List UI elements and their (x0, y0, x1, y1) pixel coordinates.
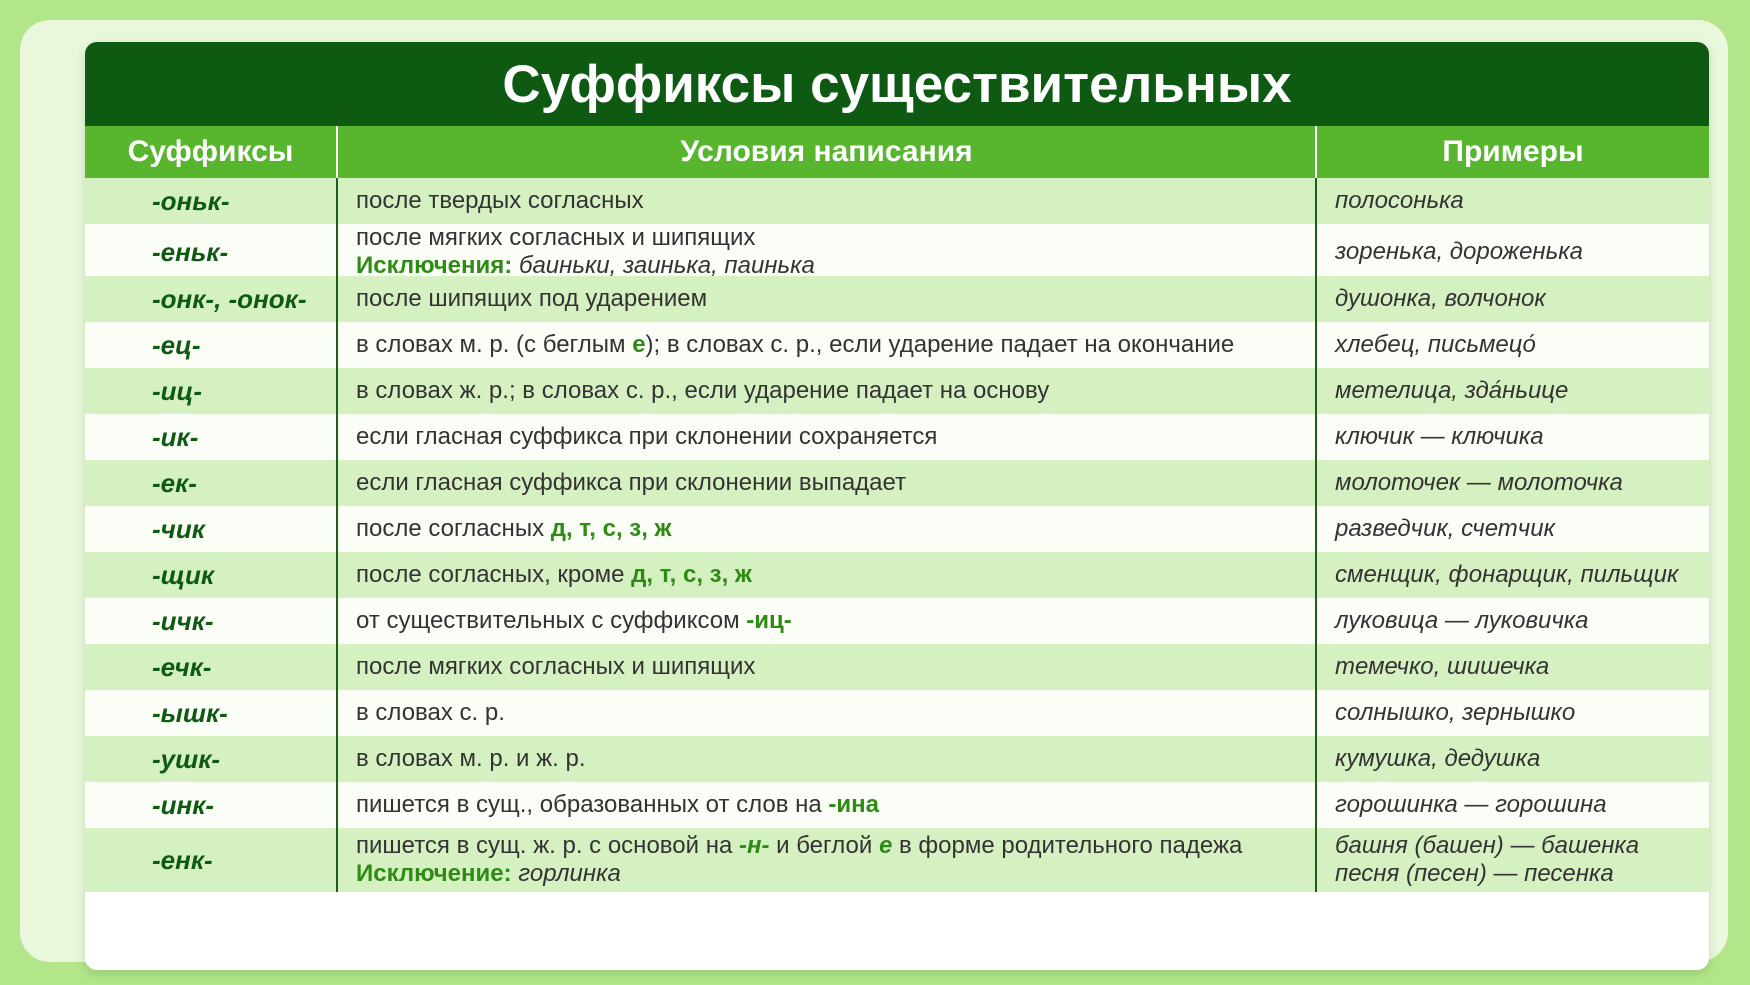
condition-part: в форме родительного падежа (892, 832, 1243, 859)
condition-cell (338, 552, 1315, 598)
example-text: разведчик, счетчик (1335, 515, 1555, 542)
table-row (85, 276, 1709, 322)
table-row (85, 598, 1709, 644)
suffix-cell: -инк- (152, 789, 215, 820)
example-text: полосонька (1335, 187, 1464, 214)
table-row (85, 224, 1709, 279)
header-suffixes: Суффиксы (127, 135, 294, 168)
table-row (85, 414, 1709, 460)
suffix-cell: -ек- (152, 467, 197, 498)
exception-line (356, 860, 1315, 888)
table-row (85, 736, 1709, 782)
condition-text (356, 561, 1315, 589)
condition-cell (338, 224, 1315, 280)
condition-text: после твердых согласных (356, 187, 644, 214)
example-cell (1317, 506, 1709, 552)
condition-highlight: -н- (738, 832, 770, 859)
suffix-cell: -ичк- (152, 605, 214, 636)
table-body (85, 178, 1709, 892)
condition-part: после согласных, кроме (356, 561, 632, 588)
condition-cell (338, 828, 1315, 892)
condition-text: после мягких согласных и шипящих (356, 224, 756, 251)
suffix-cell: -енк- (152, 844, 213, 875)
condition-part: после согласных (356, 515, 551, 542)
table-row (85, 552, 1709, 598)
condition-part: и беглой (769, 832, 879, 859)
condition-part: ); в словах с. р., если ударение падает на окончание (645, 331, 1235, 358)
example-cell (1317, 460, 1709, 506)
example-cell (1317, 782, 1709, 828)
example-cell (1317, 178, 1709, 224)
example-cell (1317, 224, 1709, 280)
suffix-table-card (85, 42, 1709, 970)
condition-highlight: е (878, 832, 893, 859)
header-conditions: Условия написания (680, 135, 973, 168)
table-header (85, 126, 1709, 178)
example-cell (1317, 690, 1709, 736)
example-text: луковица — луковичка (1335, 607, 1589, 634)
example-text: горошинка — горошина (1335, 791, 1607, 818)
example-text: ключик — ключика (1335, 423, 1544, 450)
condition-cell (338, 414, 1315, 460)
condition-text (356, 515, 1315, 543)
condition-text: после шипящих под ударением (356, 285, 708, 312)
example-cell (1317, 828, 1709, 892)
example-text: сменщик, фонарщик, пильщик (1335, 561, 1679, 588)
suffix-cell: -ышк- (152, 697, 228, 728)
example-text: кумушка, дедушка (1335, 745, 1541, 772)
exception-text: баиньки, заинька, паинька (518, 252, 815, 279)
example-text: темечко, шишечка (1335, 653, 1550, 680)
example-text: молоточек — молоточка (1335, 469, 1623, 496)
condition-highlight: д, т, с, з, ж (550, 515, 672, 542)
example-cell (1317, 736, 1709, 782)
condition-cell (338, 736, 1315, 782)
condition-highlight: -иц- (746, 607, 792, 634)
condition-text: если гласная суффикса при склонении сохраняется (356, 423, 938, 450)
condition-cell (338, 178, 1315, 224)
condition-highlight: е (632, 331, 646, 358)
condition-part: пишется в сущ. ж. р. с основой на (356, 832, 739, 859)
suffix-cell: -еньк- (152, 236, 229, 267)
condition-cell (338, 690, 1315, 736)
condition-highlight: д, т, с, з, ж (631, 561, 752, 588)
condition-cell (338, 460, 1315, 506)
condition-cell (338, 276, 1315, 322)
condition-text: в словах ж. р.; в словах с. р., если ударение падает на основу (356, 377, 1050, 404)
table-row (85, 322, 1709, 368)
condition-cell (338, 644, 1315, 690)
condition-part: в словах м. р. (с беглым (356, 331, 633, 358)
example-cell (1317, 644, 1709, 690)
suffix-cell: -ушк- (152, 743, 221, 774)
background-frame (20, 20, 1728, 962)
table-row (85, 690, 1709, 736)
suffix-cell: -онк-, -онок- (152, 283, 307, 314)
example-cell (1317, 276, 1709, 322)
suffix-cell: -щик (152, 559, 215, 590)
example-text: зоренька, дороженька (1335, 238, 1583, 265)
table-row (85, 644, 1709, 690)
table-row (85, 782, 1709, 828)
condition-text (356, 791, 1315, 819)
page-title: Суффиксы существительных (85, 42, 1709, 126)
example-text: песня (песен) — песенка (1335, 860, 1614, 887)
condition-text (356, 607, 1315, 635)
suffix-cell: -оньк- (152, 185, 230, 216)
table-row (85, 368, 1709, 414)
example-text: хлебец, письмецо́ (1335, 331, 1536, 358)
condition-text (356, 331, 1315, 359)
condition-cell (338, 368, 1315, 414)
table-row (85, 828, 1709, 892)
condition-highlight: -ина (828, 791, 879, 818)
condition-text: после мягких согласных и шипящих (356, 653, 756, 680)
condition-cell (338, 322, 1315, 368)
condition-text (356, 832, 1315, 860)
suffix-cell: -чик (152, 513, 205, 544)
example-text: метелица, зда́ньице (1335, 377, 1569, 404)
example-cell (1317, 552, 1709, 598)
example-cell (1317, 368, 1709, 414)
suffix-cell: -ец- (152, 329, 201, 360)
condition-text: в словах м. р. и ж. р. (356, 745, 586, 772)
suffix-cell: -иц- (152, 375, 202, 406)
condition-part: пишется в сущ., образованных от слов на (356, 791, 829, 818)
example-cell (1317, 414, 1709, 460)
exception-label: Исключение: (356, 860, 512, 887)
example-cell (1317, 322, 1709, 368)
exception-label: Исключения: (356, 252, 513, 279)
example-cell (1317, 598, 1709, 644)
suffix-cell: -ечк- (152, 651, 212, 682)
header-examples: Примеры (1442, 135, 1584, 168)
condition-cell (338, 598, 1315, 644)
condition-text: в словах с. р. (356, 699, 505, 726)
example-text: душонка, волчонок (1335, 285, 1546, 312)
condition-text: если гласная суффикса при склонении выпадает (356, 469, 907, 496)
table-row (85, 506, 1709, 552)
example-text: башня (башен) — башенка (1335, 832, 1640, 859)
condition-cell (338, 506, 1315, 552)
condition-part: от существительных с суффиксом (356, 607, 747, 634)
table-row (85, 460, 1709, 506)
suffix-cell: -ик- (152, 421, 199, 452)
condition-cell (338, 782, 1315, 828)
exception-text: горлинка (518, 860, 621, 887)
example-text: солнышко, зернышко (1335, 699, 1576, 726)
table-row (85, 178, 1709, 224)
